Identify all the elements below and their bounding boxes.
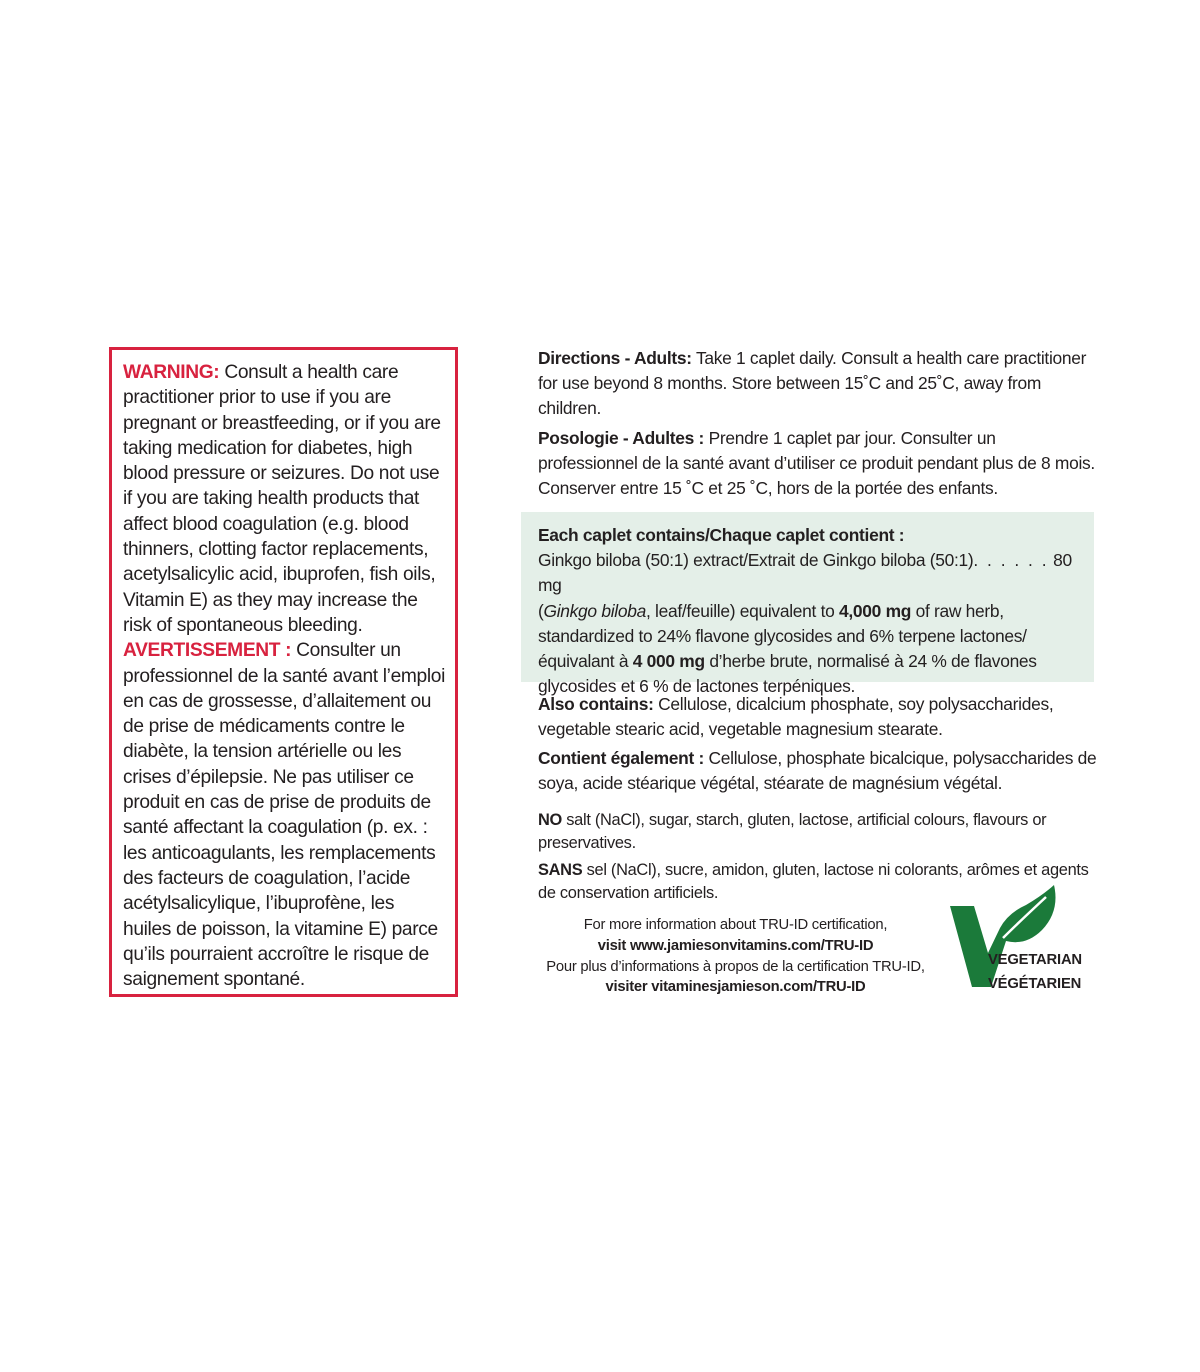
posologie-text: Prendre 1 caplet par jour. Consulter un professionnel de la santé avant d’utiliser ce produit pendant plus de 8 mois. Conserver entre 15 ˚C et 25 ˚C, hors de la portée des enfants. (538, 428, 1095, 499)
ingredients-section (538, 523, 1098, 699)
sans-text: sel (NaCl), sucre, amidon, gluten, lactose ni colorants, arômes et agents de conservation artificiels. (538, 861, 1089, 902)
posologie-section (538, 426, 1098, 502)
ingredient-equiv-a: , leaf/feuille) equivalent to (645, 600, 840, 621)
truid-line-3: Pour plus d’informations à propos de la certification TRU-ID, (546, 958, 925, 975)
contient-text: Cellulose, phosphate bicalcique, polysaccharides de soya, acide stéarique végétal, stéarate de magnésium végétal. (538, 748, 1097, 794)
ingredient-equiv-c: d’herbe brute, normalisé à 24 % de flavones glycosides et 6 % de lactones terpéniques. (538, 651, 1037, 697)
truid-link-english: visit www.jamiesonvitamins.com/TRU-ID (597, 937, 874, 954)
also-contains-text: Cellulose, dicalcium phosphate, soy polysaccharides, vegetable stearic acid, vegetable magnesium stearate. (538, 694, 1054, 740)
ingredient-latin-name: Ginkgo biloba (543, 600, 646, 621)
ingredient-dots: . . . . . . (973, 550, 1049, 571)
no-text: salt (NaCl), sugar, starch, gluten, lactose, artificial colours, flavours or preservatives. (538, 811, 1047, 852)
warning-english (123, 360, 445, 638)
truid-info (528, 915, 943, 998)
ingredient-name: Ginkgo biloba (50:1) extract/Extrait de Ginkgo biloba (50:1) (538, 550, 974, 571)
sans-heading: SANS (538, 861, 583, 879)
warning-text: Consult a health care practitioner prior to use if you are pregnant or breastfeeding, or if you are taking medication for diabetes, high blood pressure or seizures. Do not use if you are taking health products that affect blood coagulation (e.g. blood thinners, clotting factor replacements, acetylsalicylic acid, ibuprofen, fish oils, Vitamin E) as they may increase the risk of spontaneous bleeding. (123, 362, 441, 636)
also-contains-heading: Also contains: (538, 694, 654, 714)
posologie-heading: Posologie - Adultes : (538, 428, 705, 448)
directions-section (538, 346, 1098, 422)
truid-link-french: visiter vitaminesjamieson.com/TRU-ID (605, 979, 866, 996)
ingredient-equiv-b: of raw herb, standardized to 24% flavone glycosides and 6% terpene lactones/ équivalant à (538, 600, 1027, 672)
ingredient-amount: 80 mg (538, 550, 1072, 596)
directions-heading: Directions - Adults: (538, 348, 692, 368)
vegetarian-en: VEGETARIAN (988, 952, 1082, 968)
ingredient-equiv-en-amount: 4,000 mg (839, 600, 912, 621)
ingredients-heading: Each caplet contains/Chaque caplet contient : (538, 525, 905, 545)
ingredient-line: Ginkgo biloba (50:1) extract/Extrait de Ginkgo biloba (50:1). . . . . . 80 mg (Ginkgo biloba, leaf/feuille) equivalent to 4,000 mg of raw herb, standardized to 24% flavone glycosides and 6% terpene lactones/ équivalant à 4 000 mg d’herbe brute, normalisé à 24 % de flavones glycosides et 6 % de lactones terpéniques. (538, 550, 1072, 697)
free-from-english (538, 809, 1098, 855)
avertissement-french (123, 638, 445, 992)
vegetarian-fr: VÉGÉTARIEN (988, 976, 1082, 992)
ingredient-equiv-fr-amount: 4 000 mg (632, 651, 705, 672)
truid-line-1: For more information about TRU-ID certification, (583, 917, 888, 933)
avertissement-heading: AVERTISSEMENT : (123, 640, 292, 662)
contient-section (538, 746, 1098, 796)
avertissement-text: Consulter un professionnel de la santé avant l’emploi en cas de grossesse, d’allaitement ou de prise de médicaments contre le diabète, la tension artérielle ou les crises d’épilepsie. Ne pas utiliser ce produit en cas de prise de produits de santé affectant la coagulation (p. ex. : les anticoagulants, les remplacements des facteurs de coagulation, l’acide acétylsalicylique, l’ibuprofène, les huiles de poisson, la vitamine E) parce qu’ils pourraient accroître le risque de saignement spontané. (123, 640, 445, 991)
contient-heading: Contient également : (538, 748, 704, 768)
vegetarian-label (988, 948, 1082, 996)
also-contains-section (538, 692, 1098, 742)
warning-box (109, 347, 458, 997)
directions-text: Take 1 caplet daily. Consult a health care practitioner for use beyond 8 months. Store between 15˚C and 25˚C, away from children. (538, 348, 1087, 419)
no-heading: NO (538, 811, 562, 829)
warning-heading: WARNING: (123, 362, 220, 383)
